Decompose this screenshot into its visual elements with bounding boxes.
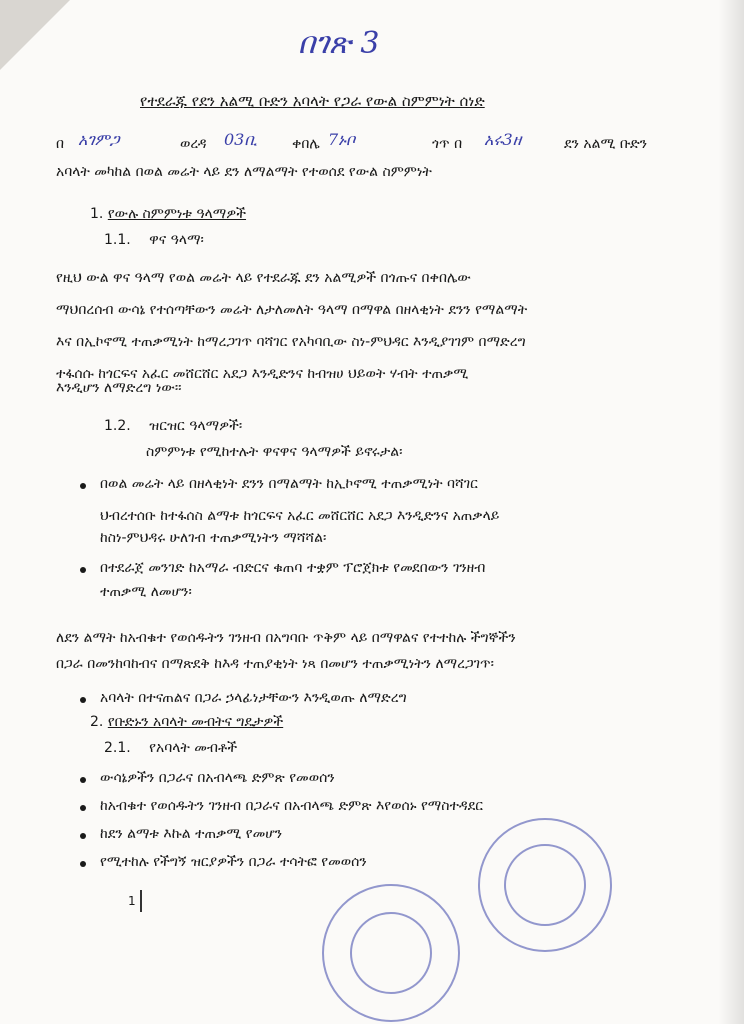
intro-line-2: አባላት መካከል በወል መሬት ላይ ደን ለማልማት የተወሰደ የውል ስምምነት [56, 164, 432, 180]
round-stamp [322, 884, 460, 1022]
bullet-2-line-1: በተደራጀ መንገድ ከአማራ ብድርና ቁጠባ ተቋም ፕሮጀክቱ የመደበውን ገንዘብ [100, 560, 486, 576]
official-seal-stamp [478, 818, 612, 952]
folded-corner [0, 0, 70, 70]
para1-line-2: ማህበረሰብ ውሳኔ የተሰጣቸውን መሬት ለታለመለት ዓላማ በማዋል በዘላቂነት ደንን የማልማት [56, 302, 528, 318]
bullet-1-line-1: በወል መሬት ላይ በዘላቂነት ደንን በማልማት ከኢኮኖሚ ተጠቃሚነት ባሻገር [100, 476, 478, 492]
para2-line-1: ለደን ልማት ከአብቁተ የወሰዱትን ገንዘብ በአግባቡ ጥቅም ላይ በማዋልና የተተከሉ ችግኞችን [56, 630, 516, 646]
section-1-title: የውሉ ስምምነቱ ዓላማዎች [107, 206, 247, 222]
handwritten-woreda: 03ቢ [224, 130, 257, 149]
intro-post: ደን አልሚ ቡድን [564, 136, 648, 152]
section-1-2-title: ዝርዝር ዓላማዎች፡ [149, 418, 243, 434]
section-1-1-heading [104, 224, 204, 256]
handwritten-page-mark: በገጽ 3 [298, 26, 380, 61]
seal-inner-ring [504, 844, 586, 926]
bullet-dot [80, 567, 86, 573]
handwritten-place: አገምጋ [78, 130, 120, 149]
intro-woreda-label: ወረዳ [180, 136, 207, 152]
section-2-bullet-1: ውሳኔዎችን በጋራና በአብላጫ ድምጽ የመወሰን [100, 770, 335, 786]
bullet-dot [80, 861, 86, 867]
intro-got-label: ጎጥ በ [432, 136, 463, 152]
section-1-2-intro: ስምምነቱ የሚከተሉት ዋናዋና ዓላማዎች ይኖሩታል፡ [146, 444, 403, 460]
para1-line-4: ተፋሰሱ ከጎርፍና አፈር መሸርሸር አደጋ እንዲድንና ከብዝሀ ህይወት ሃብት ተጠቃሚ [56, 366, 469, 382]
bullet-dot [80, 805, 86, 811]
intro-kebele-label: ቀበሌ [292, 136, 320, 152]
section-2-title: የቡድኑን አባላት መብትና ግዴታዎች [107, 714, 284, 730]
section-2-1-number: 2.1. [104, 740, 131, 756]
section-2-bullet-2: ከአብቁተ የወሰዱትን ገንዘብ በጋራና በአብላጫ ድምጽ እየወሰኑ የማስተዳደር [100, 798, 484, 814]
page-edge-shadow [718, 0, 744, 1024]
section-1-number: 1. [90, 206, 104, 222]
bullet-dot [80, 483, 86, 489]
bullet-3: አባላት በተናጠልና በጋራ ኃላፊነታቸውን እንዲወጡ ለማድረግ [100, 690, 407, 706]
handwritten-kebele: 7ኑቦ [328, 130, 356, 149]
para2-line-2: በጋራ በመንከባከብና በማጽደቅ ከእዳ ተጠያቂነት ነጻ በመሆን ተጠቃሚነትን ለማረጋገጥ፡ [56, 656, 494, 672]
handwritten-got: አሩ3ዘ [484, 130, 522, 149]
document-title: የተደራጁ የደን አልሚ ቡድን አባላት የጋራ የውል ስምምነት ሰነድ [140, 92, 485, 110]
bullet-dot [80, 777, 86, 783]
intro-pre: በ [56, 136, 65, 152]
section-1-1-number: 1.1. [104, 232, 131, 248]
bullet-1-line-3: ከስነ-ምህዳሩ ሁለገብ ተጠቃሚነትን ማሻሻል፡ [100, 530, 327, 546]
section-2-1-heading [104, 732, 237, 764]
page-number: 1 [128, 894, 136, 908]
section-2-bullet-4: የሚተከሉ የችግኝ ዝርያዎችን በጋራ ተሳትፎ የመወሰን [100, 854, 367, 870]
section-2-1-title: የአባላት መብቶች [149, 740, 238, 756]
bullet-dot [80, 833, 86, 839]
stamp-inner-ring [350, 912, 432, 994]
para1-line-3: እና በኢኮኖሚ ተጠቃሚነት ከማረጋገጥ ባሻገር የአካባቢው ስነ-ምህዳር እንዲያገገም በማድረግ [56, 334, 526, 350]
page-number-bar [140, 890, 142, 912]
para1-line-5: እንዲሆን ለማድረግ ነው፡፡ [56, 380, 182, 396]
para1-line-1: የዚህ ውል ዋና ዓላማ የወል መሬት ላይ የተደራጁ ደን አልሚዎች በጎጡና በቀበሌው [56, 270, 471, 286]
bullet-dot [80, 697, 86, 703]
section-1-1-title: ዋና ዓላማ፡ [149, 232, 204, 248]
section-2-number: 2. [90, 714, 104, 730]
section-2-bullet-3: ከደን ልማቱ እኩል ተጠቃሚ የመሆን [100, 826, 283, 842]
bullet-2-line-2: ተጠቃሚ ለመሆን፡ [100, 584, 192, 600]
bullet-1-line-2: ህብረተሰቡ ከተፋሰስ ልማቱ ከጎርፍና አፈር መሸርሸር አደጋ እንዲድንና አጠቃላይ [100, 508, 500, 524]
section-1-2-number: 1.2. [104, 418, 131, 434]
